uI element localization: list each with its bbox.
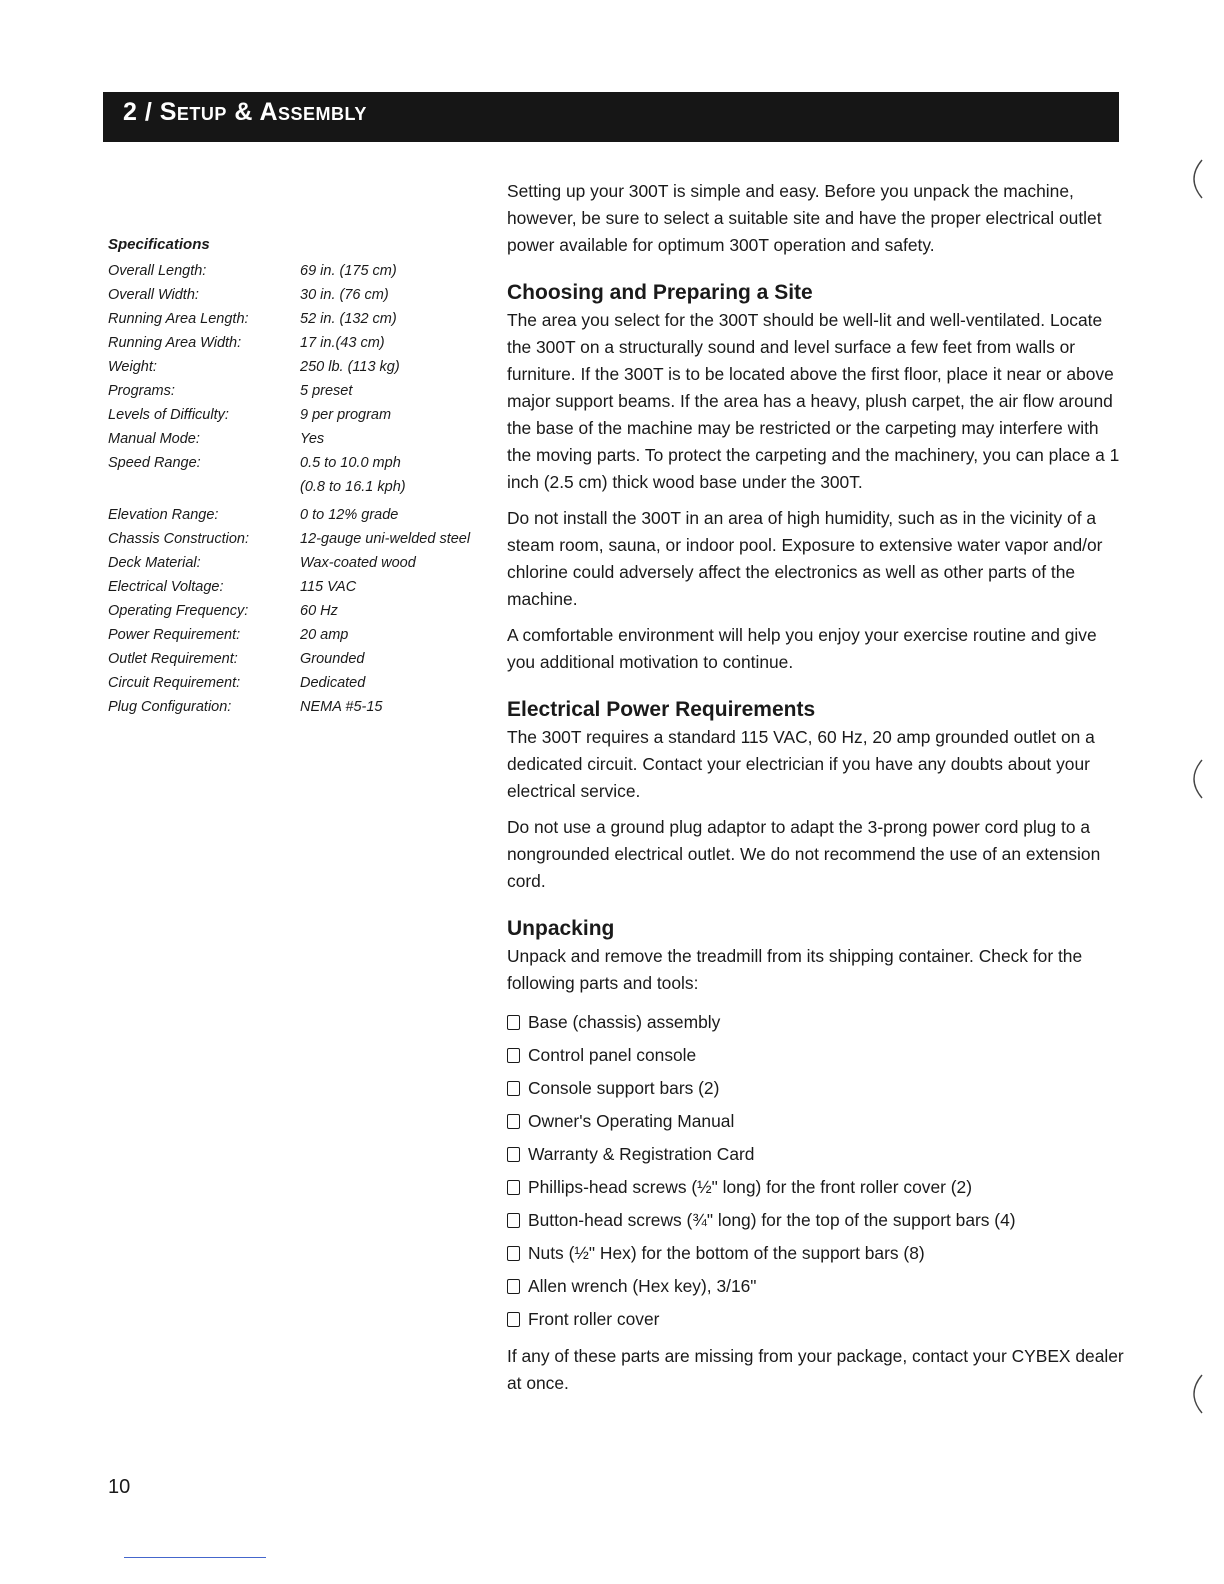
spec-label: Power Requirement: [108, 627, 241, 643]
binder-hole-mark [1184, 1373, 1212, 1415]
spec-row [108, 379, 508, 403]
site-paragraph-2: Do not install the 300T in an area of high humidity, such as in the vicinity of a steam room, sauna, or indoor pool. Exposure to extensive water vapor and/or chlorine could adversely affect the electronics as well as other parts of the machine. [507, 508, 1103, 609]
main-text-column [507, 178, 1127, 1406]
checklist-item [507, 1237, 1127, 1270]
checklist-item-label: Button-head screws (¾" long) for the top of the support bars (4) [528, 1210, 1016, 1230]
checklist-item [507, 1006, 1127, 1039]
spec-row [108, 307, 508, 331]
spec-label: Deck Material: [108, 555, 201, 571]
spec-row [108, 283, 508, 307]
checkbox-icon [507, 1015, 520, 1030]
spec-value: Dedicated [300, 675, 366, 691]
spec-value: 5 preset [300, 383, 353, 399]
spec-label: Chassis Construction: [108, 531, 250, 547]
site-heading: Choosing and Preparing a Site [507, 281, 813, 304]
spec-label: Elevation Range: [108, 507, 219, 523]
checklist-item [507, 1138, 1127, 1171]
site-paragraph-1: The area you select for the 300T should be well-lit and well-ventilated. Locate the 300T on a structurally sound and level surface a few feet from walls or furniture. If the 300T is to be located above the first floor, place it near or above major support beams. If the area has a heavy, plush carpet, the air flow around the base of the machine may be restricted or the carpeting may interfere with the moving parts. To protect the carpeting and the machinery, you can place a 1 inch (2.5 cm) thick wood base under the 300T. [507, 310, 1120, 492]
spec-value: 20 amp [300, 627, 349, 643]
checklist-item [507, 1303, 1127, 1336]
spec-value: 9 per program [300, 407, 392, 423]
spec-row [108, 259, 508, 283]
spec-value: 17 in.(43 cm) [300, 335, 385, 351]
spec-value: NEMA #5-15 [300, 699, 383, 715]
intro-paragraph: Setting up your 300T is simple and easy. Before you unpack the machine, however, be sure to select a suitable site and have the proper electrical outlet power available for optimum 300T operation and safety. [507, 181, 1102, 255]
spec-label: Levels of Difficulty: [108, 407, 229, 423]
checkbox-icon [507, 1279, 520, 1294]
checklist-item-label: Base (chassis) assembly [528, 1012, 721, 1032]
spec-label [108, 475, 300, 499]
spec-row [108, 575, 508, 599]
spec-row [108, 331, 508, 355]
unpacking-intro: Unpack and remove the treadmill from its shipping container. Check for the following parts and tools: [507, 946, 1083, 993]
site-paragraph-3: A comfortable environment will help you enjoy your exercise routine and give you additional motivation to continue. [507, 625, 1097, 672]
spec-value: (0.8 to 16.1 kph) [300, 479, 406, 495]
spec-label: Plug Configuration: [108, 699, 232, 715]
spec-label: Overall Length: [108, 263, 207, 279]
binder-hole-mark [1184, 758, 1212, 800]
checklist-item-label: Warranty & Registration Card [528, 1144, 755, 1164]
checkbox-icon [507, 1048, 520, 1063]
spec-label: Weight: [108, 359, 157, 375]
spec-label: Overall Width: [108, 287, 199, 303]
section-title: 2 / Setup & Assembly [123, 98, 367, 126]
electrical-paragraph-2: Do not use a ground plug adaptor to adapt the 3-prong power cord plug to a nongrounded electrical outlet. We do not recommend the use of an extension cord. [507, 817, 1101, 891]
footer-rule [124, 1557, 266, 1558]
spec-row [108, 403, 508, 427]
checkbox-icon [507, 1180, 520, 1195]
spec-label: Operating Frequency: [108, 603, 249, 619]
spec-row [108, 427, 508, 451]
spec-row [108, 527, 508, 551]
checklist-item-label: Allen wrench (Hex key), 3/16" [528, 1276, 757, 1296]
spec-row [108, 355, 508, 379]
electrical-heading: Electrical Power Requirements [507, 698, 816, 721]
spec-label: Circuit Requirement: [108, 675, 241, 691]
spec-row [108, 599, 508, 623]
spec-row [108, 551, 508, 575]
spec-row [108, 695, 508, 719]
spec-value: 30 in. (76 cm) [300, 287, 389, 303]
section-header-banner [103, 92, 1119, 142]
electrical-paragraph-1: The 300T requires a standard 115 VAC, 60 Hz, 20 amp grounded outlet on a dedicated circuit. Contact your electrician if you have any doubts about your electrical service. [507, 727, 1095, 801]
specifications-table [108, 236, 508, 719]
spec-value: 115 VAC [300, 579, 357, 595]
spec-row [108, 503, 508, 527]
spec-label: Manual Mode: [108, 431, 200, 447]
specifications-heading: Specifications [108, 236, 210, 253]
checklist-item [507, 1105, 1127, 1138]
spec-label: Running Area Width: [108, 335, 242, 351]
checklist-item [507, 1171, 1127, 1204]
checklist-item [507, 1204, 1127, 1237]
checkbox-icon [507, 1312, 520, 1327]
checklist-item-label: Control panel console [528, 1045, 697, 1065]
unpacking-heading: Unpacking [507, 917, 615, 940]
spec-value: 52 in. (132 cm) [300, 311, 397, 327]
spec-value: 60 Hz [300, 603, 338, 619]
spec-row [108, 451, 508, 475]
checklist-item-label: Phillips-head screws (½" long) for the front roller cover (2) [528, 1177, 973, 1197]
spec-row [108, 475, 508, 499]
spec-label: Outlet Requirement: [108, 651, 238, 667]
checklist-item-label: Owner's Operating Manual [528, 1111, 735, 1131]
spec-value: 250 lb. (113 kg) [300, 359, 400, 375]
checklist-item [507, 1270, 1127, 1303]
unpacking-closing: If any of these parts are missing from your package, contact your CYBEX dealer at once. [507, 1346, 1124, 1393]
checkbox-icon [507, 1147, 520, 1162]
checkbox-icon [507, 1213, 520, 1228]
spec-row [108, 671, 508, 695]
checklist-item-label: Nuts (½" Hex) for the bottom of the support bars (8) [528, 1243, 925, 1263]
checklist-item [507, 1072, 1127, 1105]
spec-value: 0 to 12% grade [300, 507, 399, 523]
checkbox-icon [507, 1246, 520, 1261]
spec-label: Running Area Length: [108, 311, 249, 327]
spec-value: 0.5 to 10.0 mph [300, 455, 401, 471]
spec-value: Wax-coated wood [300, 555, 416, 571]
checkbox-icon [507, 1081, 520, 1096]
checkbox-icon [507, 1114, 520, 1129]
checklist-item [507, 1039, 1127, 1072]
spec-row [108, 623, 508, 647]
spec-value: Grounded [300, 651, 365, 667]
binder-hole-mark [1184, 158, 1212, 200]
spec-value: Yes [300, 431, 325, 447]
page-number: 10 [108, 1476, 131, 1498]
spec-label: Programs: [108, 383, 175, 399]
parts-checklist [507, 1006, 1127, 1336]
spec-value: 12-gauge uni-welded steel [300, 531, 471, 547]
checklist-item-label: Front roller cover [528, 1309, 660, 1329]
spec-label: Electrical Voltage: [108, 579, 224, 595]
spec-value: 69 in. (175 cm) [300, 263, 397, 279]
spec-row [108, 647, 508, 671]
spec-label: Speed Range: [108, 455, 201, 471]
checklist-item-label: Console support bars (2) [528, 1078, 720, 1098]
